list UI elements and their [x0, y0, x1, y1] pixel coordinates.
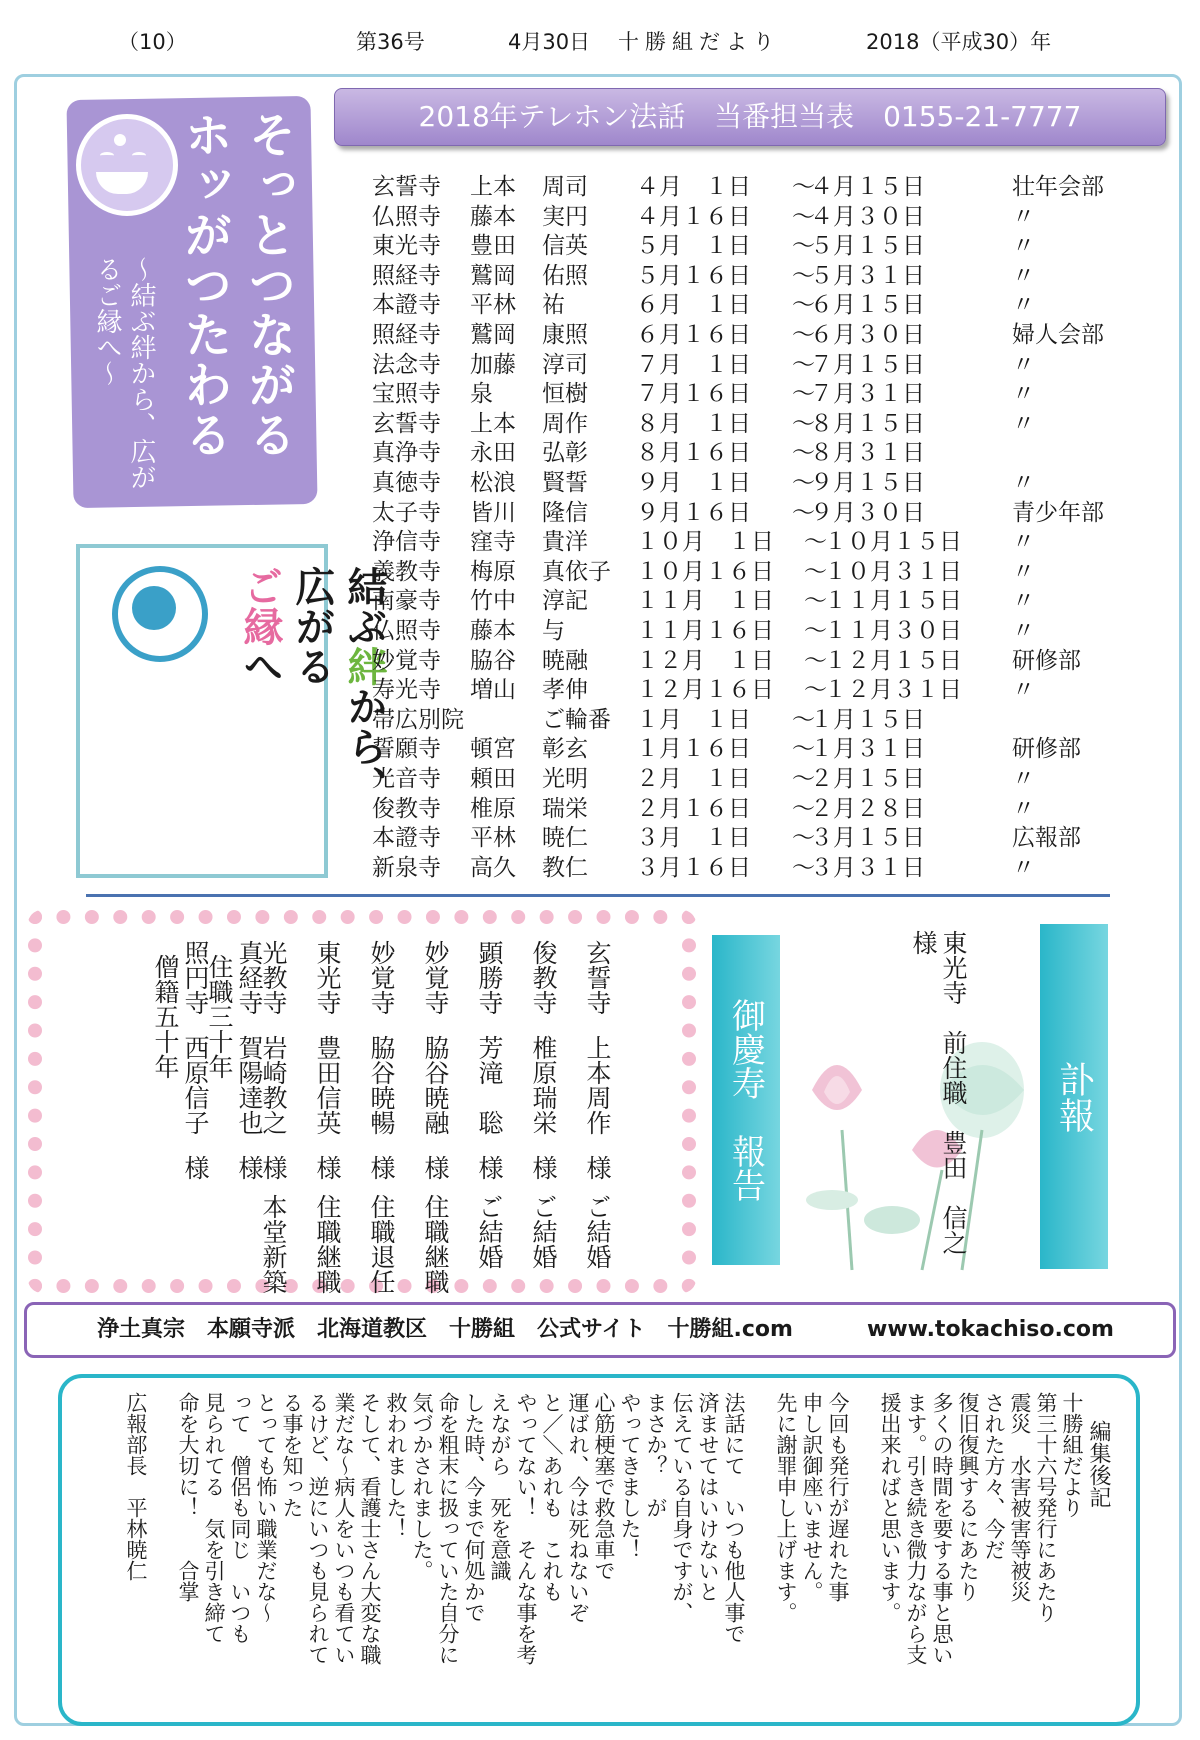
section-divider	[86, 894, 1110, 897]
roster-group: 〃	[1012, 381, 1035, 408]
roster-from: ９月１６日	[636, 499, 751, 526]
roster-surname: 高久	[470, 854, 516, 881]
roster-from: ３月 １日	[636, 825, 751, 852]
roster-sep: ～	[792, 706, 815, 733]
afterword-line: 第三十六号発行にあたり	[1034, 1392, 1058, 1623]
roster-temple: 南豪寺	[372, 588, 441, 615]
roster-given: 暁融	[542, 647, 588, 674]
roster-from: １月１６日	[636, 736, 751, 763]
roster-sep: ～	[792, 470, 815, 496]
roster-row	[372, 434, 1172, 467]
afterword-line: 先に謝罪申し上げます。	[774, 1392, 798, 1623]
roster-row	[372, 730, 1172, 763]
roster-from: １０月 １日	[636, 529, 774, 556]
roster-sep: ～	[792, 351, 815, 378]
roster-to: ８月１５日	[810, 410, 925, 437]
afterword-line: って 僧侶も同じ いつも	[228, 1392, 252, 1644]
obituary-label: 訃報	[1040, 924, 1108, 1269]
celebration-title: 様	[529, 1155, 558, 1180]
celebration-name: 岩崎教之	[259, 1035, 288, 1135]
roster-temple: 照経寺	[372, 322, 441, 348]
roster-surname: 泉	[470, 381, 493, 408]
site-url-link[interactable]: www.tokachiso.com	[867, 1317, 1114, 1342]
celebration-event: 住職継職	[313, 1194, 342, 1294]
roster-surname: 鷲岡	[470, 322, 516, 348]
crest-center-icon	[132, 586, 176, 630]
afterword-line: 十勝組だより	[1060, 1392, 1084, 1518]
afterword-line: 業だな～病人をいつも看てい	[332, 1392, 356, 1665]
roster-surname: 上本	[470, 174, 516, 200]
celebration-entry	[204, 940, 264, 1300]
roster-from: １０月１６日	[636, 558, 774, 585]
site-description: 浄土真宗 本願寺派 北海道教区 十勝組 公式サイト 十勝組.com	[97, 1317, 793, 1342]
roster-surname: 梅原	[470, 558, 516, 585]
celebration-name: 豊田信英	[313, 1035, 342, 1135]
roster-surname: 増山	[470, 677, 516, 704]
afterword-line: 救われました！	[384, 1392, 408, 1539]
roster-row	[372, 819, 1172, 852]
roster-to: ５月３１日	[810, 262, 925, 289]
roster-temple: 誓願寺	[372, 736, 441, 763]
afterword-line: 法話にて いつも他人事で	[722, 1392, 746, 1644]
roster-sep: ～	[792, 322, 815, 348]
roster-from: ４月 １日	[636, 174, 751, 200]
roster-surname: 頼田	[470, 766, 516, 792]
roster-given: 貴洋	[542, 529, 588, 556]
roster-from: ３月１６日	[636, 854, 751, 881]
celebration-entry	[582, 940, 612, 1300]
roster-temple: 光音寺	[372, 766, 441, 792]
roster-given: 瑞栄	[542, 795, 588, 822]
roster-row	[372, 257, 1172, 287]
roster-surname: 脇谷	[470, 647, 516, 674]
roster-row	[372, 286, 1172, 319]
roster-to: ２月１５日	[810, 766, 925, 792]
roster-given: 周司	[542, 174, 588, 200]
celebration-title: 様	[367, 1155, 396, 1180]
telephone-sermon-banner	[334, 88, 1166, 146]
roster-group: 〃	[1012, 854, 1035, 881]
celebration-title: 様	[421, 1155, 450, 1180]
celebration-name: 脇谷暁融	[421, 1035, 450, 1135]
roster-from: ２月１６日	[636, 795, 751, 822]
afterword-line: した時、今まで何処かで	[462, 1392, 486, 1623]
roster-surname: 上本	[470, 410, 516, 437]
roster-row	[372, 316, 1172, 346]
celebration-temple: 妙覚寺	[367, 940, 396, 1015]
celebration-label: 御慶寿 報告	[712, 935, 780, 1265]
roster-given: 実円	[542, 203, 588, 230]
face-illustration	[76, 114, 178, 216]
afterword-heading: 編集後記	[1086, 1420, 1111, 1508]
roster-temple: 玄誓寺	[372, 410, 441, 437]
roster-sep: ～	[804, 647, 827, 674]
roster-temple: 東光寺	[372, 233, 441, 260]
celebration-temple: 顕勝寺	[475, 940, 504, 1015]
afterword-line: 命を大切に！ 合掌	[176, 1392, 200, 1602]
afterword-line: 命を粗末に扱っていた自分に	[436, 1392, 460, 1665]
roster-given: 賢誓	[542, 470, 588, 496]
roster-group: 〃	[1012, 766, 1035, 792]
forehead-dot-icon	[114, 134, 126, 146]
roster-row	[372, 405, 1172, 435]
afterword-line: やってない！ そんな事を考	[514, 1392, 538, 1665]
roster-surname: 竹中	[470, 588, 516, 615]
roster-to: １１月３０日	[824, 618, 962, 644]
roster-given: 佑照	[542, 262, 588, 289]
roster-group: 〃	[1012, 351, 1035, 378]
roster-group: 〃	[1012, 558, 1035, 585]
roster-sep: ～	[792, 440, 815, 467]
roster-temple: 帯広別院	[372, 706, 464, 733]
roster-group: 〃	[1012, 233, 1035, 260]
roster-group: 壮年会部	[1012, 174, 1104, 200]
sotto-title: そっとつながるホッがつたわる	[176, 110, 296, 460]
roster-surname: 永田	[470, 440, 516, 467]
celebration-event: ご結婚	[529, 1194, 558, 1269]
afterword-line: 見られてる 気を引き締て	[202, 1392, 226, 1644]
afterword-line: 援出来ればと思います。	[878, 1392, 902, 1623]
roster-given: 淳記	[542, 588, 588, 615]
roster-sep: ～	[804, 677, 827, 704]
celebration-name: 上本周作	[583, 1035, 612, 1135]
issue-year: 2018（平成30）年	[866, 30, 1052, 54]
roster-row	[372, 168, 1172, 198]
roster-group: 〃	[1012, 262, 1035, 289]
roster-to: １２月３１日	[824, 677, 962, 704]
celebration-title: 様	[583, 1155, 612, 1180]
roster-given: 信英	[542, 233, 588, 260]
celebration-entry	[366, 940, 396, 1300]
banner-subtitle: 当番担当表	[714, 100, 855, 133]
roster-group: 〃	[1012, 410, 1035, 437]
roster-sep: ～	[804, 618, 827, 644]
celebration-entry	[528, 940, 558, 1300]
roster-temple: 本證寺	[372, 825, 441, 852]
celebration-event: 僧籍五十年	[151, 954, 180, 1079]
roster-from: ７月１６日	[636, 381, 751, 408]
roster-sep: ～	[792, 736, 815, 763]
afterword-line: る事を知った	[280, 1392, 304, 1518]
obituary-text: 東光寺 前住職 豊田 信之様	[909, 930, 968, 1255]
afterword-line: 心筋梗塞で救急車で	[592, 1392, 616, 1581]
afterword-line: やってきました！	[618, 1392, 642, 1560]
roster-given: 祐	[542, 292, 565, 319]
roster-row	[372, 198, 1172, 228]
roster-from: １２月 １日	[636, 647, 774, 674]
roster-sep: ～	[792, 766, 815, 792]
roster-to: ９月１５日	[810, 470, 925, 496]
issue-number: 第36号	[356, 30, 425, 54]
roster-group: 〃	[1012, 292, 1035, 319]
celebration-title: 様	[475, 1155, 504, 1180]
afterword-line: 多くの時間を要する事と思い	[930, 1392, 954, 1665]
roster-from: １月 １日	[636, 706, 751, 733]
roster-sep: ～	[804, 529, 827, 556]
celebration-event: 本堂新築	[259, 1194, 288, 1294]
roster-group: 研修部	[1012, 736, 1081, 763]
roster-temple: 玄誓寺	[372, 174, 441, 200]
roster-surname: 窪寺	[470, 529, 516, 556]
roster-row	[372, 494, 1172, 524]
celebration-name: 賀陽達也	[235, 1035, 264, 1135]
afterword-line: 今回も発行が遅れた事	[826, 1392, 850, 1602]
celebration-event: 住職継職	[421, 1194, 450, 1294]
roster-from: ４月１６日	[636, 203, 751, 230]
roster-surname: 椎原	[470, 795, 516, 822]
roster-group: 広報部	[1012, 825, 1081, 852]
roster-temple: 仏照寺	[372, 203, 441, 230]
roster-surname: 頓宮	[470, 736, 516, 763]
roster-row	[372, 346, 1172, 376]
afterword-line: された方々、今だ	[982, 1392, 1006, 1560]
roster-sep: ～	[792, 410, 815, 437]
roster-to: ５月１５日	[810, 233, 925, 260]
roster-to: ３月３１日	[810, 854, 925, 881]
banner-title: 2018年テレホン法話	[418, 100, 686, 133]
celebration-name: 脇谷暁暢	[367, 1035, 396, 1135]
roster-sep: ～	[792, 292, 815, 319]
roster-to: ７月１５日	[810, 351, 925, 378]
roster-group: 研修部	[1012, 647, 1081, 674]
roster-row	[372, 553, 1172, 583]
roster-sep: ～	[792, 262, 815, 289]
roster-given: 与	[542, 618, 565, 644]
afterword-line: 復旧復興するにあたり	[956, 1392, 980, 1602]
roster-to: ８月３１日	[810, 440, 925, 467]
afterword-line: 気づかされました。	[410, 1392, 434, 1581]
roster-row	[372, 464, 1172, 494]
afterword-line: そして、看護士さん大変な職	[358, 1392, 382, 1665]
roster-temple: 真徳寺	[372, 470, 441, 496]
roster-to: １０月１５日	[824, 529, 962, 556]
roster-to: ４月１５日	[810, 174, 925, 200]
roster-surname: 鷲岡	[470, 262, 516, 289]
celebration-event: 住職退任	[367, 1194, 396, 1294]
afterword-line: るけど、逆にいつも見られて	[306, 1392, 330, 1665]
roster-group: 〃	[1012, 529, 1035, 556]
sotto-subtitle: ～結ぶ絆から、広がるご縁へ～	[92, 256, 156, 490]
roster-to: １１月１５日	[824, 588, 962, 615]
afterword-line: 広報部長 平林暁仁	[124, 1392, 148, 1581]
roster-row	[372, 523, 1172, 556]
roster-to: ６月１５日	[810, 292, 925, 319]
roster-group: 青少年部	[1012, 499, 1104, 526]
roster-row	[372, 671, 1172, 704]
afterword-line: まさか？ が	[644, 1392, 668, 1518]
slogan-part-1: 結ぶ	[341, 566, 387, 646]
celebration-entry	[474, 940, 504, 1300]
roster-from: ６月１６日	[636, 322, 751, 348]
roster-surname: 皆川	[470, 499, 516, 526]
roster-temple: 浄信寺	[372, 529, 441, 556]
roster-given: 光明	[542, 766, 588, 792]
roster-sep: ～	[792, 854, 815, 881]
roster-to: ４月３０日	[810, 203, 925, 230]
musubu-slogan	[234, 566, 390, 866]
celebration-temple: 照円寺	[181, 940, 210, 1015]
roster-row	[372, 849, 1172, 879]
roster-from: ２月 １日	[636, 766, 751, 792]
roster-given: 周作	[542, 410, 588, 437]
roster-row	[372, 760, 1172, 790]
page-number: （10）	[118, 30, 187, 54]
afterword-line: 申し訳御座いません。	[800, 1392, 824, 1602]
celebration-title: 様	[259, 1155, 288, 1180]
roster-sep: ～	[792, 795, 815, 822]
roster-row	[372, 375, 1172, 408]
issue-date: 4月30日	[508, 30, 591, 54]
afterword-line: 震災 水害被害等被災	[1008, 1392, 1032, 1602]
celebration-name: 芳滝 聡	[475, 1035, 504, 1135]
roster-from: １１月 １日	[636, 588, 774, 615]
celebration-name: 椎原瑞栄	[529, 1035, 558, 1135]
roster-given: ご輪番	[542, 706, 611, 733]
roster-row	[372, 790, 1172, 820]
slogan-part-2: 絆	[341, 646, 387, 686]
roster-to: ３月１５日	[810, 825, 925, 852]
roster-given: 孝伸	[542, 677, 588, 704]
roster-group: 婦人会部	[1012, 322, 1104, 348]
roster-group: 〃	[1012, 795, 1035, 822]
roster-given: 隆信	[542, 499, 588, 526]
celebration-name: 西原信子	[181, 1035, 210, 1135]
left-eye-icon	[100, 152, 114, 159]
roster-temple: 寿光寺	[372, 677, 441, 704]
roster-temple: 照経寺	[372, 262, 441, 289]
afterword-line: ます。引き続き微力ながら支	[904, 1392, 928, 1665]
roster-group: 〃	[1012, 618, 1035, 644]
right-eye-icon	[132, 152, 146, 159]
roster-sep: ～	[792, 499, 815, 526]
roster-temple: 本證寺	[372, 292, 441, 319]
slogan-part-4: 広がる	[289, 566, 335, 686]
celebration-event: ご結婚	[475, 1194, 504, 1269]
afterword-line: 伝えている自身ですが、	[670, 1392, 694, 1623]
roster-temple: 義教寺	[372, 558, 441, 585]
roster-group: 〃	[1012, 203, 1035, 230]
afterword-line: 運ばれ、今は死ねないぞ	[566, 1392, 590, 1623]
roster-given: 教仁	[542, 854, 588, 881]
roster-temple: 仏照寺	[372, 618, 441, 644]
celebration-event: 住職三十年	[205, 954, 234, 1079]
roster-from: １２月１６日	[636, 677, 774, 704]
newsletter-title: 十勝組だより	[618, 30, 780, 54]
roster-from: ７月 １日	[636, 351, 751, 378]
celebration-temple: 玄誓寺	[583, 940, 612, 1015]
slogan-part-3: から、	[341, 686, 387, 806]
roster-from: ９月 １日	[636, 470, 751, 496]
afterword-line: とっても怖い職業だな～	[254, 1392, 278, 1623]
roster-surname: 豊田	[470, 233, 516, 260]
roster-row	[372, 612, 1172, 642]
banner-phone: 0155-21-7777	[883, 100, 1082, 133]
roster-temple: 宝照寺	[372, 381, 441, 408]
celebration-temple: 東光寺	[313, 940, 342, 1015]
roster-to: １０月３１日	[824, 558, 962, 585]
roster-from: １１月１６日	[636, 618, 774, 644]
afterword-line: 済ませてはいけないと	[696, 1392, 720, 1602]
roster-to: １月１５日	[810, 706, 925, 733]
roster-temple: 太子寺	[372, 499, 441, 526]
celebration-title: 様	[235, 1155, 264, 1180]
celebration-event: ご結婚	[583, 1194, 612, 1269]
roster-given: 暁仁	[542, 825, 588, 852]
roster-surname: 藤本	[470, 618, 516, 644]
roster-temple: 俊教寺	[372, 795, 441, 822]
celebration-temple: 俊教寺	[529, 940, 558, 1015]
roster-surname: 平林	[470, 825, 516, 852]
roster-surname: 加藤	[470, 351, 516, 378]
afterword-line: えながら 死を意識	[488, 1392, 512, 1581]
roster-to: １２月１５日	[824, 647, 962, 674]
roster-row	[372, 582, 1172, 615]
roster-to: ７月３１日	[810, 381, 925, 408]
roster-to: ６月３０日	[810, 322, 925, 348]
roster-given: 真依子	[542, 558, 611, 585]
slogan-part-5: ご縁	[237, 566, 283, 646]
roster-sep: ～	[792, 825, 815, 852]
slogan-part-6: へ	[237, 646, 283, 686]
roster-group: 〃	[1012, 588, 1035, 615]
roster-from: ８月１６日	[636, 440, 751, 467]
roster-temple: 妙覚寺	[372, 647, 441, 674]
roster-sep: ～	[792, 381, 815, 408]
roster-temple: 法念寺	[372, 351, 441, 378]
celebration-entry	[420, 940, 450, 1300]
roster-given: 弘彰	[542, 440, 588, 467]
roster-from: ５月 １日	[636, 233, 751, 260]
celebration-title: 様	[313, 1155, 342, 1180]
roster-group: 〃	[1012, 677, 1035, 704]
official-site-bar	[24, 1302, 1176, 1358]
roster-row	[372, 701, 1172, 731]
roster-given: 康照	[542, 322, 588, 348]
roster-temple: 真浄寺	[372, 440, 441, 467]
afterword-line: と／＼あれも これも	[540, 1392, 564, 1602]
roster-given: 恒樹	[542, 381, 588, 408]
roster-sep: ～	[804, 558, 827, 585]
roster-sep: ～	[804, 588, 827, 615]
roster-surname: 藤本	[470, 203, 516, 230]
roster-surname: 平林	[470, 292, 516, 319]
roster-sep: ～	[792, 174, 815, 200]
roster-to: ９月３０日	[810, 499, 925, 526]
roster-row	[372, 642, 1172, 672]
roster-surname: 松浪	[470, 470, 516, 496]
roster-group: 〃	[1012, 470, 1035, 496]
celebration-temple: 妙覚寺	[421, 940, 450, 1015]
roster-to: １月３１日	[810, 736, 925, 763]
roster-sep: ～	[792, 203, 815, 230]
roster-from: ５月１６日	[636, 262, 751, 289]
roster-to: ２月２８日	[810, 795, 925, 822]
roster-sep: ～	[792, 233, 815, 260]
roster-given: 彰玄	[542, 736, 588, 763]
roster-given: 淳司	[542, 351, 588, 378]
roster-temple: 新泉寺	[372, 854, 441, 881]
roster-from: ６月 １日	[636, 292, 751, 319]
celebration-temple: 光教寺	[259, 940, 288, 1015]
roster-row	[372, 227, 1172, 260]
celebration-temple: 真経寺	[235, 940, 264, 1015]
roster-from: ８月 １日	[636, 410, 751, 437]
celebration-entry	[312, 940, 342, 1300]
celebration-title: 様	[181, 1155, 210, 1180]
celebration-entry	[150, 940, 210, 1300]
